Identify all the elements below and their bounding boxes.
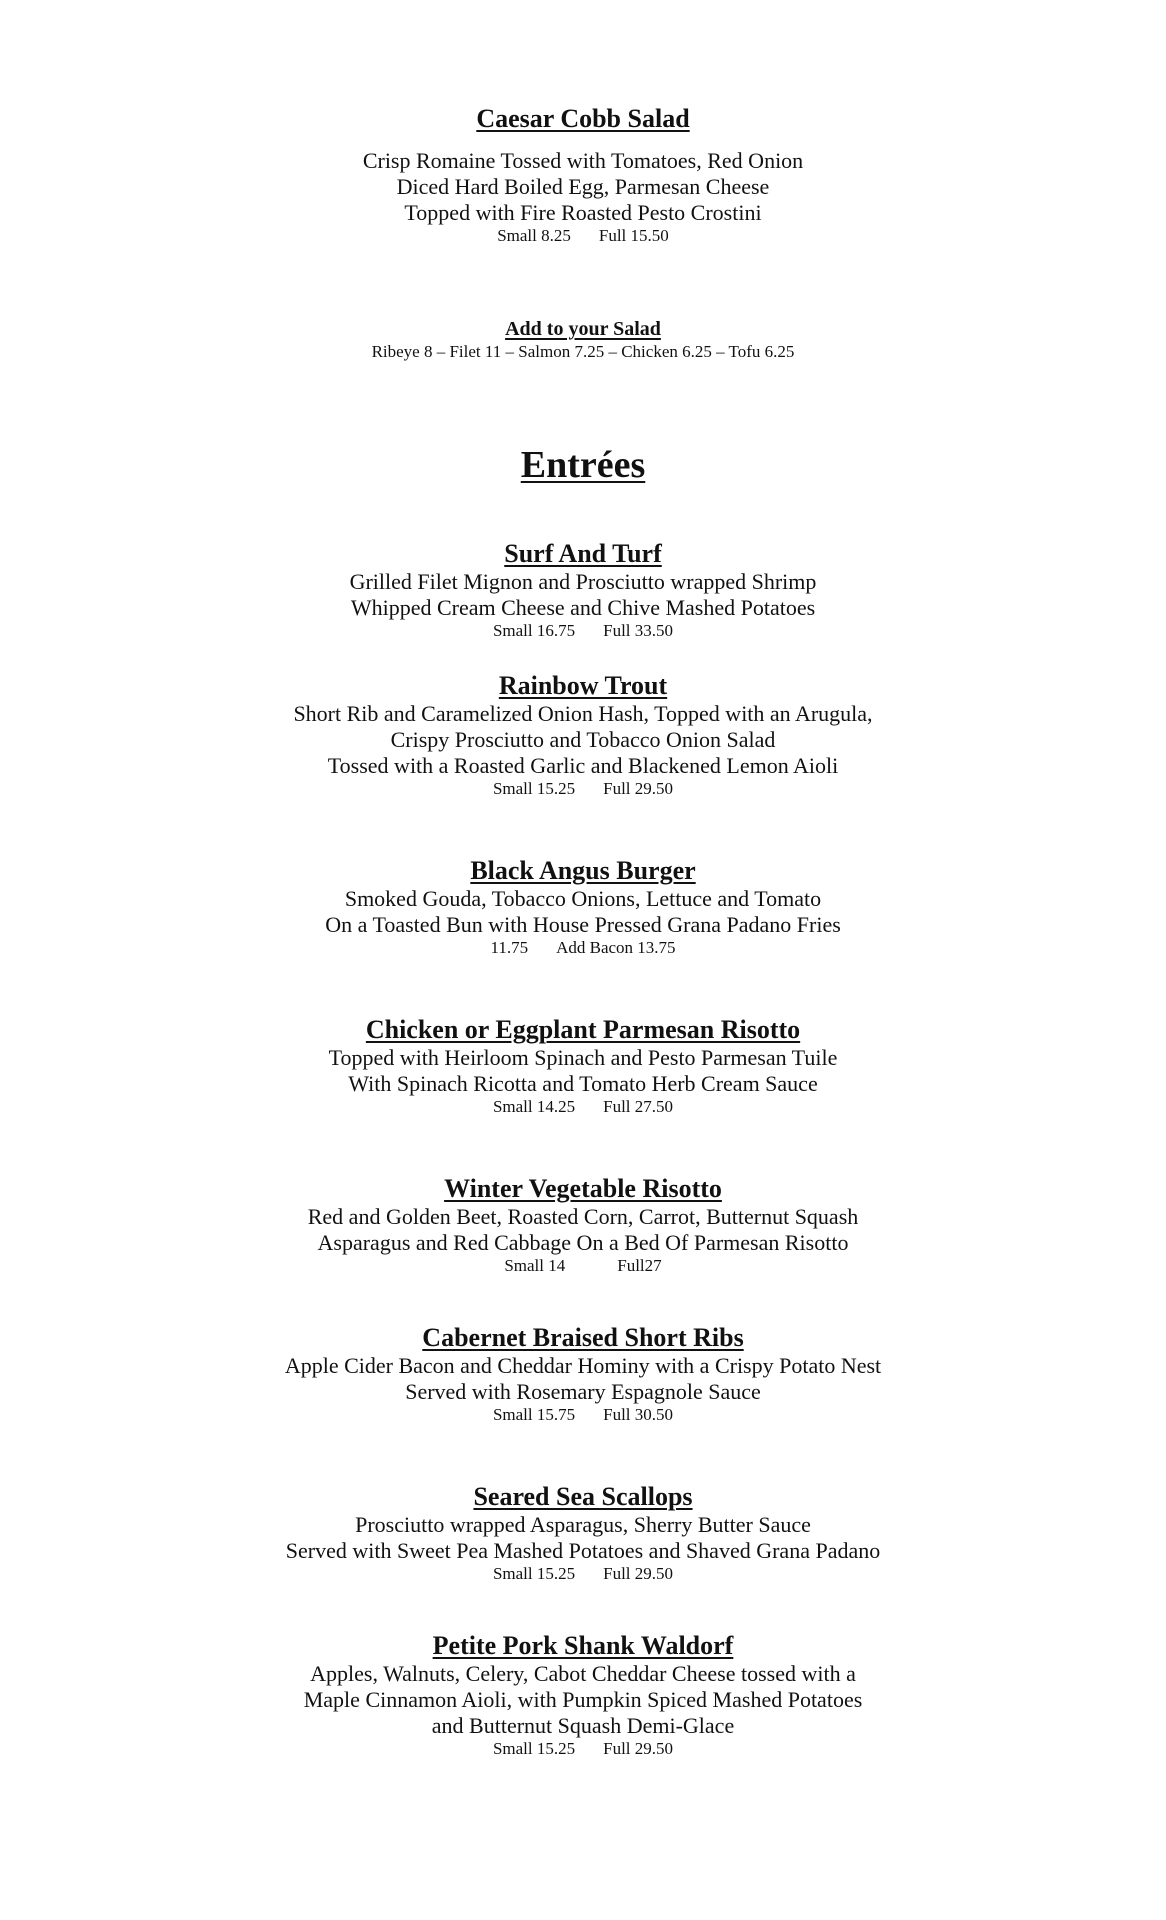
description-line: Topped with Heirloom Spinach and Pesto Parmesan Tuile: [328, 1045, 838, 1070]
price-small: 11.75: [490, 938, 529, 957]
item-title: Seared Sea Scallops: [473, 1482, 693, 1511]
item-price: [0, 1564, 1166, 1584]
description-line: Crisp Romaine Tossed with Tomatoes, Red Onion: [362, 148, 804, 173]
item-price: [0, 1739, 1166, 1759]
salad-item: [0, 104, 1166, 246]
item-description: [0, 1204, 1166, 1256]
description-line: Smoked Gouda, Tobacco Onions, Lettuce and Tomato: [344, 886, 822, 911]
price-full: Full 30.50: [603, 1405, 674, 1424]
entree-item: [0, 1482, 1166, 1584]
description-line: Whipped Cream Cheese and Chive Mashed Potatoes: [350, 595, 816, 620]
item-description: [0, 569, 1166, 621]
item-title: Cabernet Braised Short Ribs: [422, 1323, 744, 1352]
description-line: Short Rib and Caramelized Onion Hash, Topped with an Arugula,: [293, 701, 873, 726]
description-line: On a Toasted Bun with House Pressed Grana Padano Fries: [325, 912, 841, 937]
price-small: Small 15.25: [492, 779, 576, 798]
item-price: [0, 1256, 1166, 1276]
addons-title: Add to your Salad: [505, 318, 661, 340]
price-full: Full 15.50: [598, 226, 669, 245]
item-price: [0, 1405, 1166, 1425]
addons-list: Ribeye 8 – Filet 11 – Salmon 7.25 – Chicken 6.25 – Tofu 6.25: [371, 342, 795, 361]
item-price: [0, 779, 1166, 799]
price-small: Small 14.25: [492, 1097, 576, 1116]
entree-item: [0, 1015, 1166, 1117]
price-small: Small 15.25: [492, 1739, 576, 1758]
item-price: [0, 226, 1166, 246]
description-line: Served with Rosemary Espagnole Sauce: [405, 1379, 761, 1404]
section-title: Entrées: [520, 444, 646, 486]
item-description: [0, 701, 1166, 779]
description-line: Crispy Prosciutto and Tobacco Onion Salad: [390, 727, 776, 752]
item-title: Rainbow Trout: [498, 671, 668, 700]
entree-item: [0, 671, 1166, 799]
entree-item: [0, 1323, 1166, 1425]
item-price: [0, 1097, 1166, 1117]
description-line: Tossed with a Roasted Garlic and Blackened Lemon Aioli: [327, 753, 839, 778]
item-title: Chicken or Eggplant Parmesan Risotto: [365, 1015, 801, 1044]
item-description: [0, 886, 1166, 938]
item-price: [0, 621, 1166, 641]
price-addon: Add Bacon 13.75: [556, 938, 676, 957]
price-full: Full 29.50: [603, 779, 674, 798]
description-line: Prosciutto wrapped Asparagus, Sherry Butter Sauce: [355, 1512, 811, 1537]
description-line: Apple Cider Bacon and Cheddar Hominy with a Crispy Potato Nest: [284, 1353, 882, 1378]
description-line: With Spinach Ricotta and Tomato Herb Cream Sauce: [348, 1071, 818, 1096]
price-small: Small 16.75: [492, 621, 576, 640]
entree-item: [0, 539, 1166, 641]
item-title: Caesar Cobb Salad: [476, 104, 690, 133]
description-line: Topped with Fire Roasted Pesto Crostini: [404, 200, 762, 225]
price-small: Small 8.25: [497, 226, 571, 245]
item-description: [0, 1661, 1166, 1739]
item-title: Petite Pork Shank Waldorf: [432, 1631, 734, 1660]
price-full: Full27: [617, 1256, 662, 1275]
description-line: Apples, Walnuts, Celery, Cabot Cheddar Cheese tossed with a: [310, 1661, 856, 1686]
item-title: Black Angus Burger: [470, 856, 696, 885]
item-price: [0, 938, 1166, 958]
entree-item: [0, 1631, 1166, 1759]
description-line: and Butternut Squash Demi-Glace: [431, 1713, 735, 1738]
salad-addons: [0, 317, 1166, 363]
price-small: Small 15.75: [492, 1405, 576, 1424]
description-line: Red and Golden Beet, Roasted Corn, Carrot, Butternut Squash: [307, 1204, 859, 1229]
item-description: [0, 1353, 1166, 1405]
item-title: Surf And Turf: [504, 539, 662, 568]
section-heading: [0, 443, 1166, 487]
description-line: Maple Cinnamon Aioli, with Pumpkin Spiced Mashed Potatoes: [303, 1687, 863, 1712]
price-small: Small 15.25: [492, 1564, 576, 1583]
price-full: Full 29.50: [603, 1739, 674, 1758]
item-description: [0, 1512, 1166, 1564]
item-title: Winter Vegetable Risotto: [444, 1174, 722, 1203]
item-description: [0, 148, 1166, 226]
description-line: Grilled Filet Mignon and Prosciutto wrapped Shrimp: [349, 569, 817, 594]
description-line: Served with Sweet Pea Mashed Potatoes and Shaved Grana Padano: [285, 1538, 881, 1563]
entree-item: [0, 1174, 1166, 1276]
price-full: Full 29.50: [603, 1564, 674, 1583]
entree-item: [0, 856, 1166, 958]
description-line: Asparagus and Red Cabbage On a Bed Of Parmesan Risotto: [317, 1230, 849, 1255]
price-small: Small 14: [504, 1256, 566, 1275]
description-line: Diced Hard Boiled Egg, Parmesan Cheese: [396, 174, 770, 199]
price-full: Full 33.50: [603, 621, 674, 640]
item-description: [0, 1045, 1166, 1097]
price-full: Full 27.50: [603, 1097, 674, 1116]
